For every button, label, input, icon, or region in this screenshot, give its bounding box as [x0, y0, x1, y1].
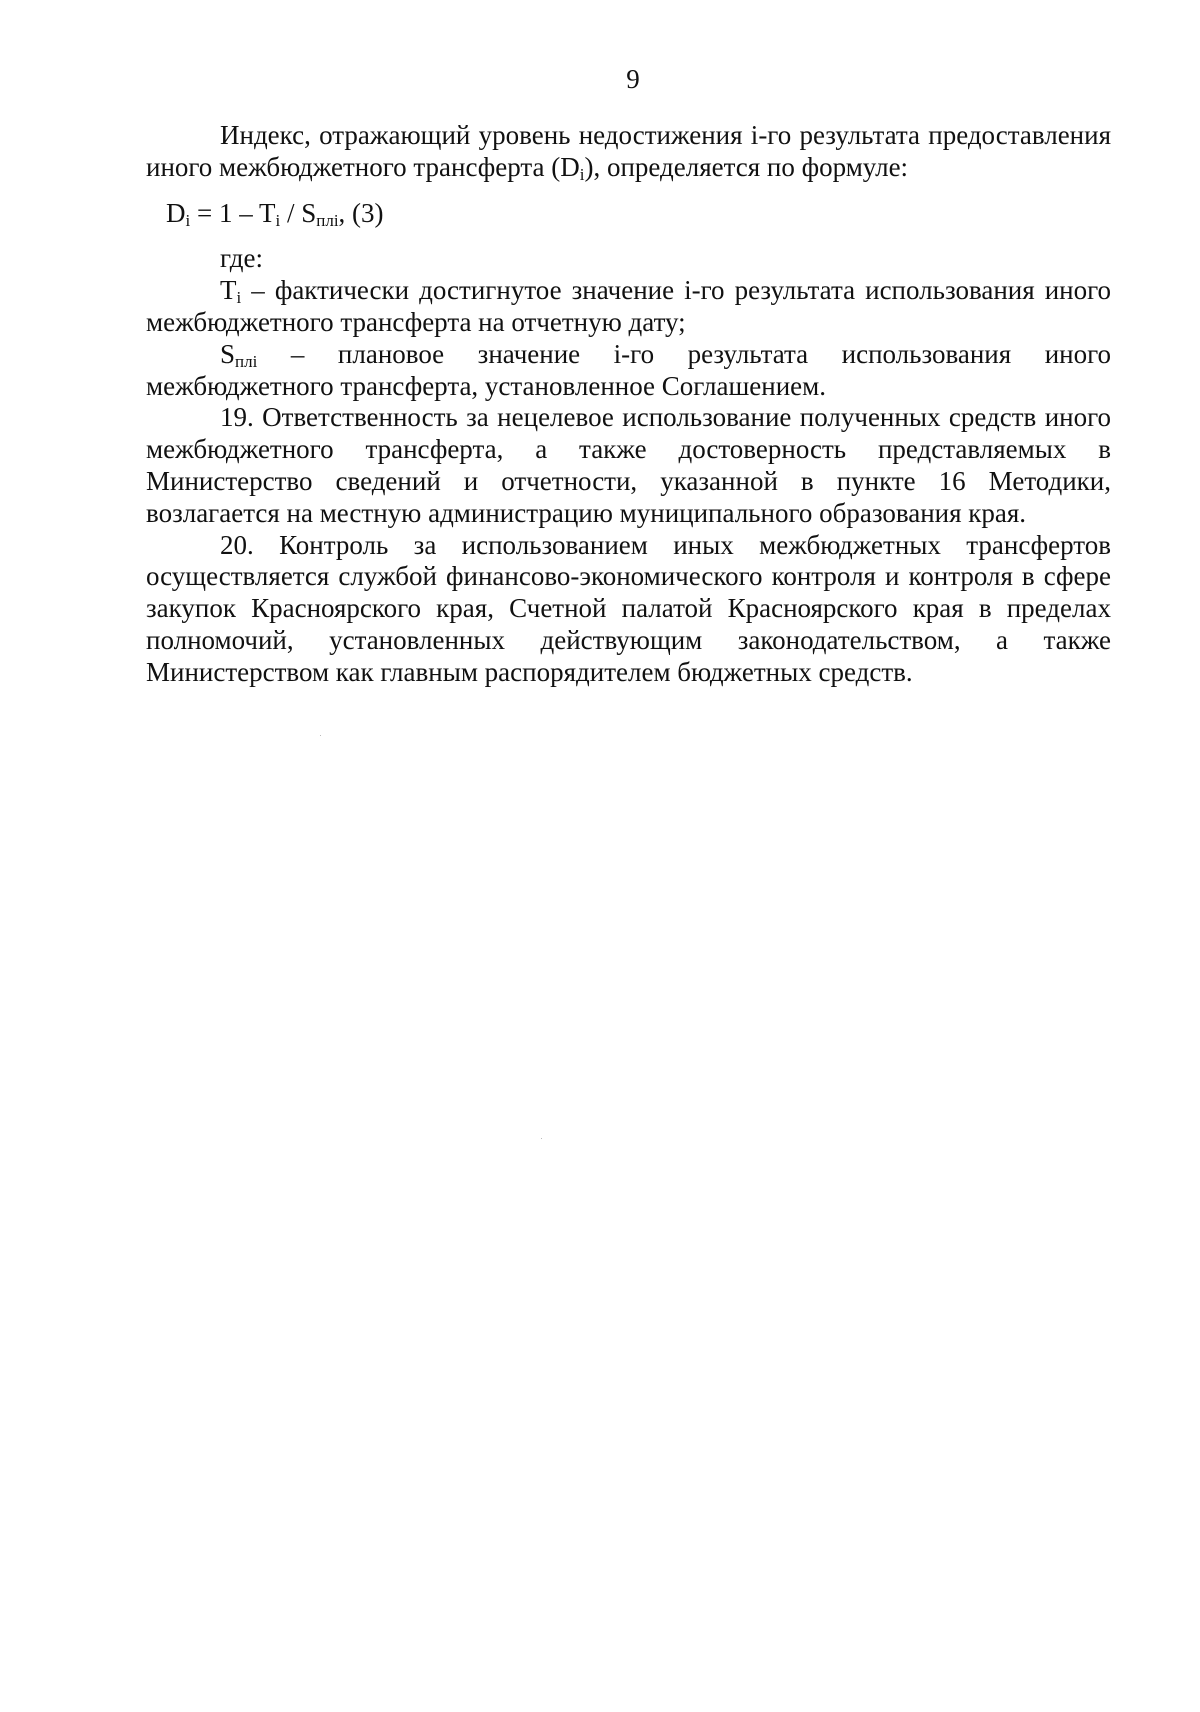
- definition-s-text: – плановое значение i-го результата использования иного межбюджетного трансферта, установленное Соглашением.: [146, 338, 1111, 401]
- definition-s-subscript: плi: [235, 351, 258, 371]
- document-body: [146, 120, 1111, 689]
- where-label: где:: [220, 243, 263, 274]
- formula-d: D: [166, 197, 186, 228]
- intro-subscript: i: [579, 164, 585, 184]
- intro-paragraph: [146, 120, 1111, 184]
- definition-t: [146, 275, 1111, 339]
- scan-speck: [541, 1138, 542, 1139]
- formula-t-subscript: i: [275, 210, 281, 230]
- definition-t-symbol: T: [220, 275, 237, 306]
- definition-t-subscript: i: [236, 288, 242, 308]
- formula-middle: = 1 – T: [190, 197, 276, 228]
- intro-text-end: ), определяется по формуле:: [584, 151, 909, 182]
- intro-text: Индекс, отражающий уровень недостижения i-го результата предоставления иного межбюджетного трансферта (D: [146, 120, 1111, 182]
- scan-speck: [320, 735, 321, 736]
- formula-number: , (3): [338, 197, 384, 228]
- formula-d-subscript: i: [185, 210, 191, 230]
- formula: [146, 198, 1111, 230]
- page-number: 9: [626, 64, 640, 94]
- paragraph-20: 20. Контроль за использованием иных межбюджетных трансфертов осуществляется службой финансово-экономического контроля и контроля в сфере закупок Красноярского края, Счетной палатой Красноярского края в пределах полномочий, установленных действующим законодательством, а также Министерством как главным распорядителем бюджетных средств.: [146, 529, 1111, 687]
- formula-s-subscript: плi: [316, 210, 339, 230]
- definition-t-text: – фактически достигнутое значение i-го результата использования иного межбюджетного трансферта на отчетную дату;: [146, 275, 1111, 337]
- formula-slash: / S: [280, 197, 317, 228]
- definition-s-symbol: S: [220, 338, 236, 369]
- definition-s: [146, 339, 1111, 403]
- paragraph-19: 19. Ответственность за нецелевое использование полученных средств иного межбюджетного трансферта, а также достоверность представляемых в Министерство сведений и отчетности, указанной в пункте 16 Методики, возлагается на местную администрацию муниципального образования края.: [146, 402, 1111, 528]
